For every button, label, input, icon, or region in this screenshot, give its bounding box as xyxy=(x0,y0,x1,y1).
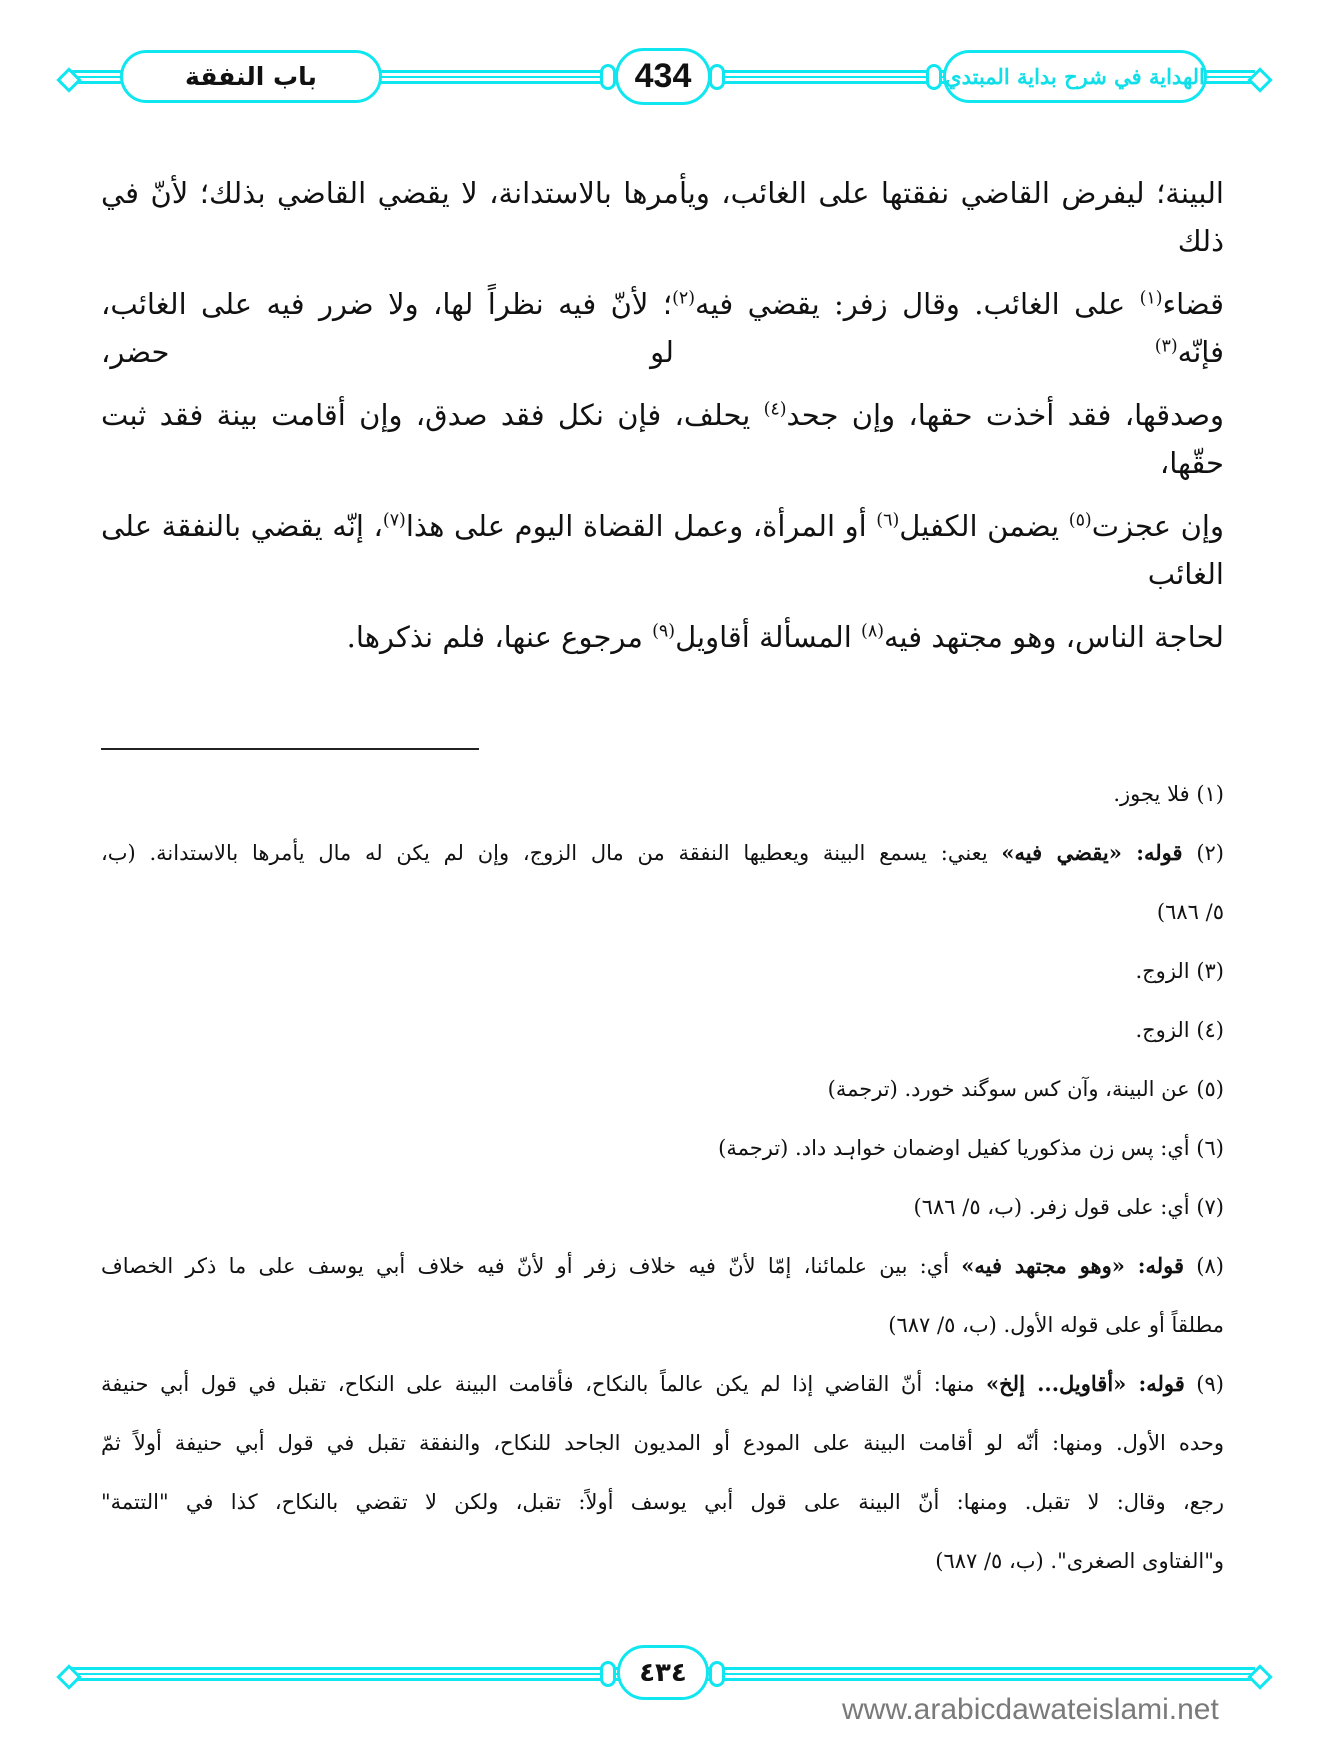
footnote-line xyxy=(101,1482,1224,1522)
footnote-marker: (٨) xyxy=(861,621,884,642)
text-segment: وصدقها، فقد أخذت حقها، وإن جحد xyxy=(786,398,1224,432)
footnote-marker: (٣) xyxy=(1154,336,1178,357)
text-segment: المسألة أقاويل xyxy=(675,620,862,654)
text-segment: وإن عجزت xyxy=(1091,509,1224,543)
footnote-line xyxy=(101,1364,1224,1404)
book-title-logo: الهداية في شرح بداية المبتدي xyxy=(945,64,1205,89)
footnote-line xyxy=(101,1423,1224,1463)
book-title-box xyxy=(943,50,1207,103)
text-segment: يحلف، فإن نكل فقد صدق، وإن أقامت بينة فقد ثبت حقّها، xyxy=(101,398,1224,480)
footnote-marker: (٧) xyxy=(382,510,406,531)
text-segment: ٥/ ٦٨٦) xyxy=(1156,900,1224,924)
footnote-separator xyxy=(101,748,479,750)
quoted-term: قوله: «أقاويل... إلخ» xyxy=(985,1371,1185,1396)
footnote-marker: (٥) xyxy=(1068,510,1092,531)
text-segment: مطلقاً أو على قوله الأول. (ب، ٥/ ٦٨٧) xyxy=(888,1313,1224,1337)
text-segment: (٨) xyxy=(1184,1254,1224,1278)
page-number-box xyxy=(615,48,711,105)
footnote-line xyxy=(101,833,1224,873)
footer-page-box xyxy=(617,1645,709,1700)
text-segment: (٩) xyxy=(1184,1372,1224,1396)
quoted-term: قوله: «يقضي فيه» xyxy=(1001,840,1183,865)
text-segment: (٢) xyxy=(1182,841,1224,865)
footnote-marker: (٤) xyxy=(763,399,787,420)
text-segment: رجع، وقال: لا تقبل. ومنها: أنّ البينة على قول أبي يوسف أولاً: تقبل، ولكن لا تقضي بالنكاح، كذا في "التتمة" xyxy=(101,1490,1224,1514)
quoted-term: قوله: «وهو مجتهد فيه» xyxy=(961,1253,1185,1278)
chapter-title: باب النفقة xyxy=(185,62,317,91)
text-segment: ؛ لأنّ فيه نظراً لها، ولا ضرر فيه على الغائب، فإنّه xyxy=(101,287,1224,369)
footnote-marker: (٢) xyxy=(672,288,696,309)
footnote-line xyxy=(101,1128,1224,1168)
ornament-cap xyxy=(709,1661,725,1687)
footnote-line xyxy=(101,951,1224,991)
text-segment: على الغائب. وقال زفر: يقضي فيه xyxy=(695,287,1140,321)
text-line xyxy=(101,280,1224,376)
website-url[interactable]: www.arabicdawateislami.net xyxy=(842,1693,1219,1726)
footnotes xyxy=(101,748,1224,1600)
text-line xyxy=(101,391,1224,487)
footnote-line xyxy=(101,1305,1224,1345)
footnote-marker: (٩) xyxy=(652,621,676,642)
text-segment: يضمن الكفيل xyxy=(899,509,1069,543)
footnote-line xyxy=(101,1010,1224,1050)
text-segment: لو حضر، xyxy=(101,335,1155,369)
footnote-marker: (١) xyxy=(1139,288,1163,309)
footnote-line xyxy=(101,1187,1224,1227)
text-segment: (٦) أي: پس زن مذكوريا كفيل اوضمان خواہد داد. (ترجمة) xyxy=(718,1136,1224,1160)
footnote-line xyxy=(101,1069,1224,1109)
text-segment: قضاء xyxy=(1162,287,1224,321)
footnote-line xyxy=(101,1541,1224,1581)
text-segment: (٧) أي: على قول زفر. (ب، ٥/ ٦٨٦) xyxy=(913,1195,1224,1219)
text-segment: لحاجة الناس، وهو مجتهد فيه xyxy=(883,620,1224,654)
footer-page-number: ٤٣٤ xyxy=(639,1657,687,1688)
text-segment: يعني: يسمع البينة ويعطيها النفقة من مال الزوج، وإن لم يكن له مال يأمرها بالاستدانة. (ب، xyxy=(101,841,1002,865)
text-line xyxy=(101,613,1224,661)
footnote-line xyxy=(101,1246,1224,1286)
text-line xyxy=(101,169,1224,265)
footnote-line xyxy=(101,892,1224,932)
chapter-title-box xyxy=(120,50,382,103)
text-segment: و"الفتاوى الصغرى". (ب، ٥/ ٦٨٧) xyxy=(935,1549,1224,1573)
text-segment: أو المرأة، وعمل القضاة اليوم على هذا xyxy=(405,509,877,543)
text-segment: (١) فلا يجوز. xyxy=(1113,782,1224,806)
text-segment: (٥) عن البينة، وآن كس سوگند خورد. (ترجمة) xyxy=(827,1077,1224,1101)
page-number: 434 xyxy=(634,57,692,95)
text-segment: البينة؛ ليفرض القاضي نفقتها على الغائب، ويأمرها بالاستدانة، لا يقضي القاضي بذلك؛ لأنّ في ذلك xyxy=(101,176,1224,258)
text-segment: (٣) الزوج. xyxy=(1135,959,1224,983)
text-segment: مرجوع عنها، فلم نذكرها. xyxy=(346,620,653,654)
ornament-cap xyxy=(709,64,725,90)
text-segment: (٤) الزوج. xyxy=(1135,1018,1224,1042)
text-segment: ، إنّه يقضي بالنفقة على الغائب xyxy=(101,509,1224,591)
footnote-marker: (٦) xyxy=(876,510,900,531)
text-segment: وحده الأول. ومنها: أنّه لو أقامت البينة على المودع أو المديون الجاحد للنكاح، والنفقة تقبل في قول أبي حنيفة أولاً ثمّ xyxy=(101,1431,1224,1455)
text-segment: أي: بين علمائنا، إمّا لأنّ فيه خلاف زفر أو لأنّ فيه خلاف أبي يوسف على ما ذكر الخصاف xyxy=(101,1254,962,1278)
ornament-cap xyxy=(926,64,942,90)
footnote-line xyxy=(101,774,1224,814)
text-line xyxy=(101,502,1224,598)
main-text xyxy=(101,169,1224,676)
ornament-cap xyxy=(600,64,616,90)
text-segment: منها: أنّ القاضي إذا لم يكن عالماً بالنكاح، فأقامت البينة على النكاح، تقبل في قول أبي حنيفة xyxy=(101,1372,986,1396)
ornament-cap xyxy=(600,1661,616,1687)
